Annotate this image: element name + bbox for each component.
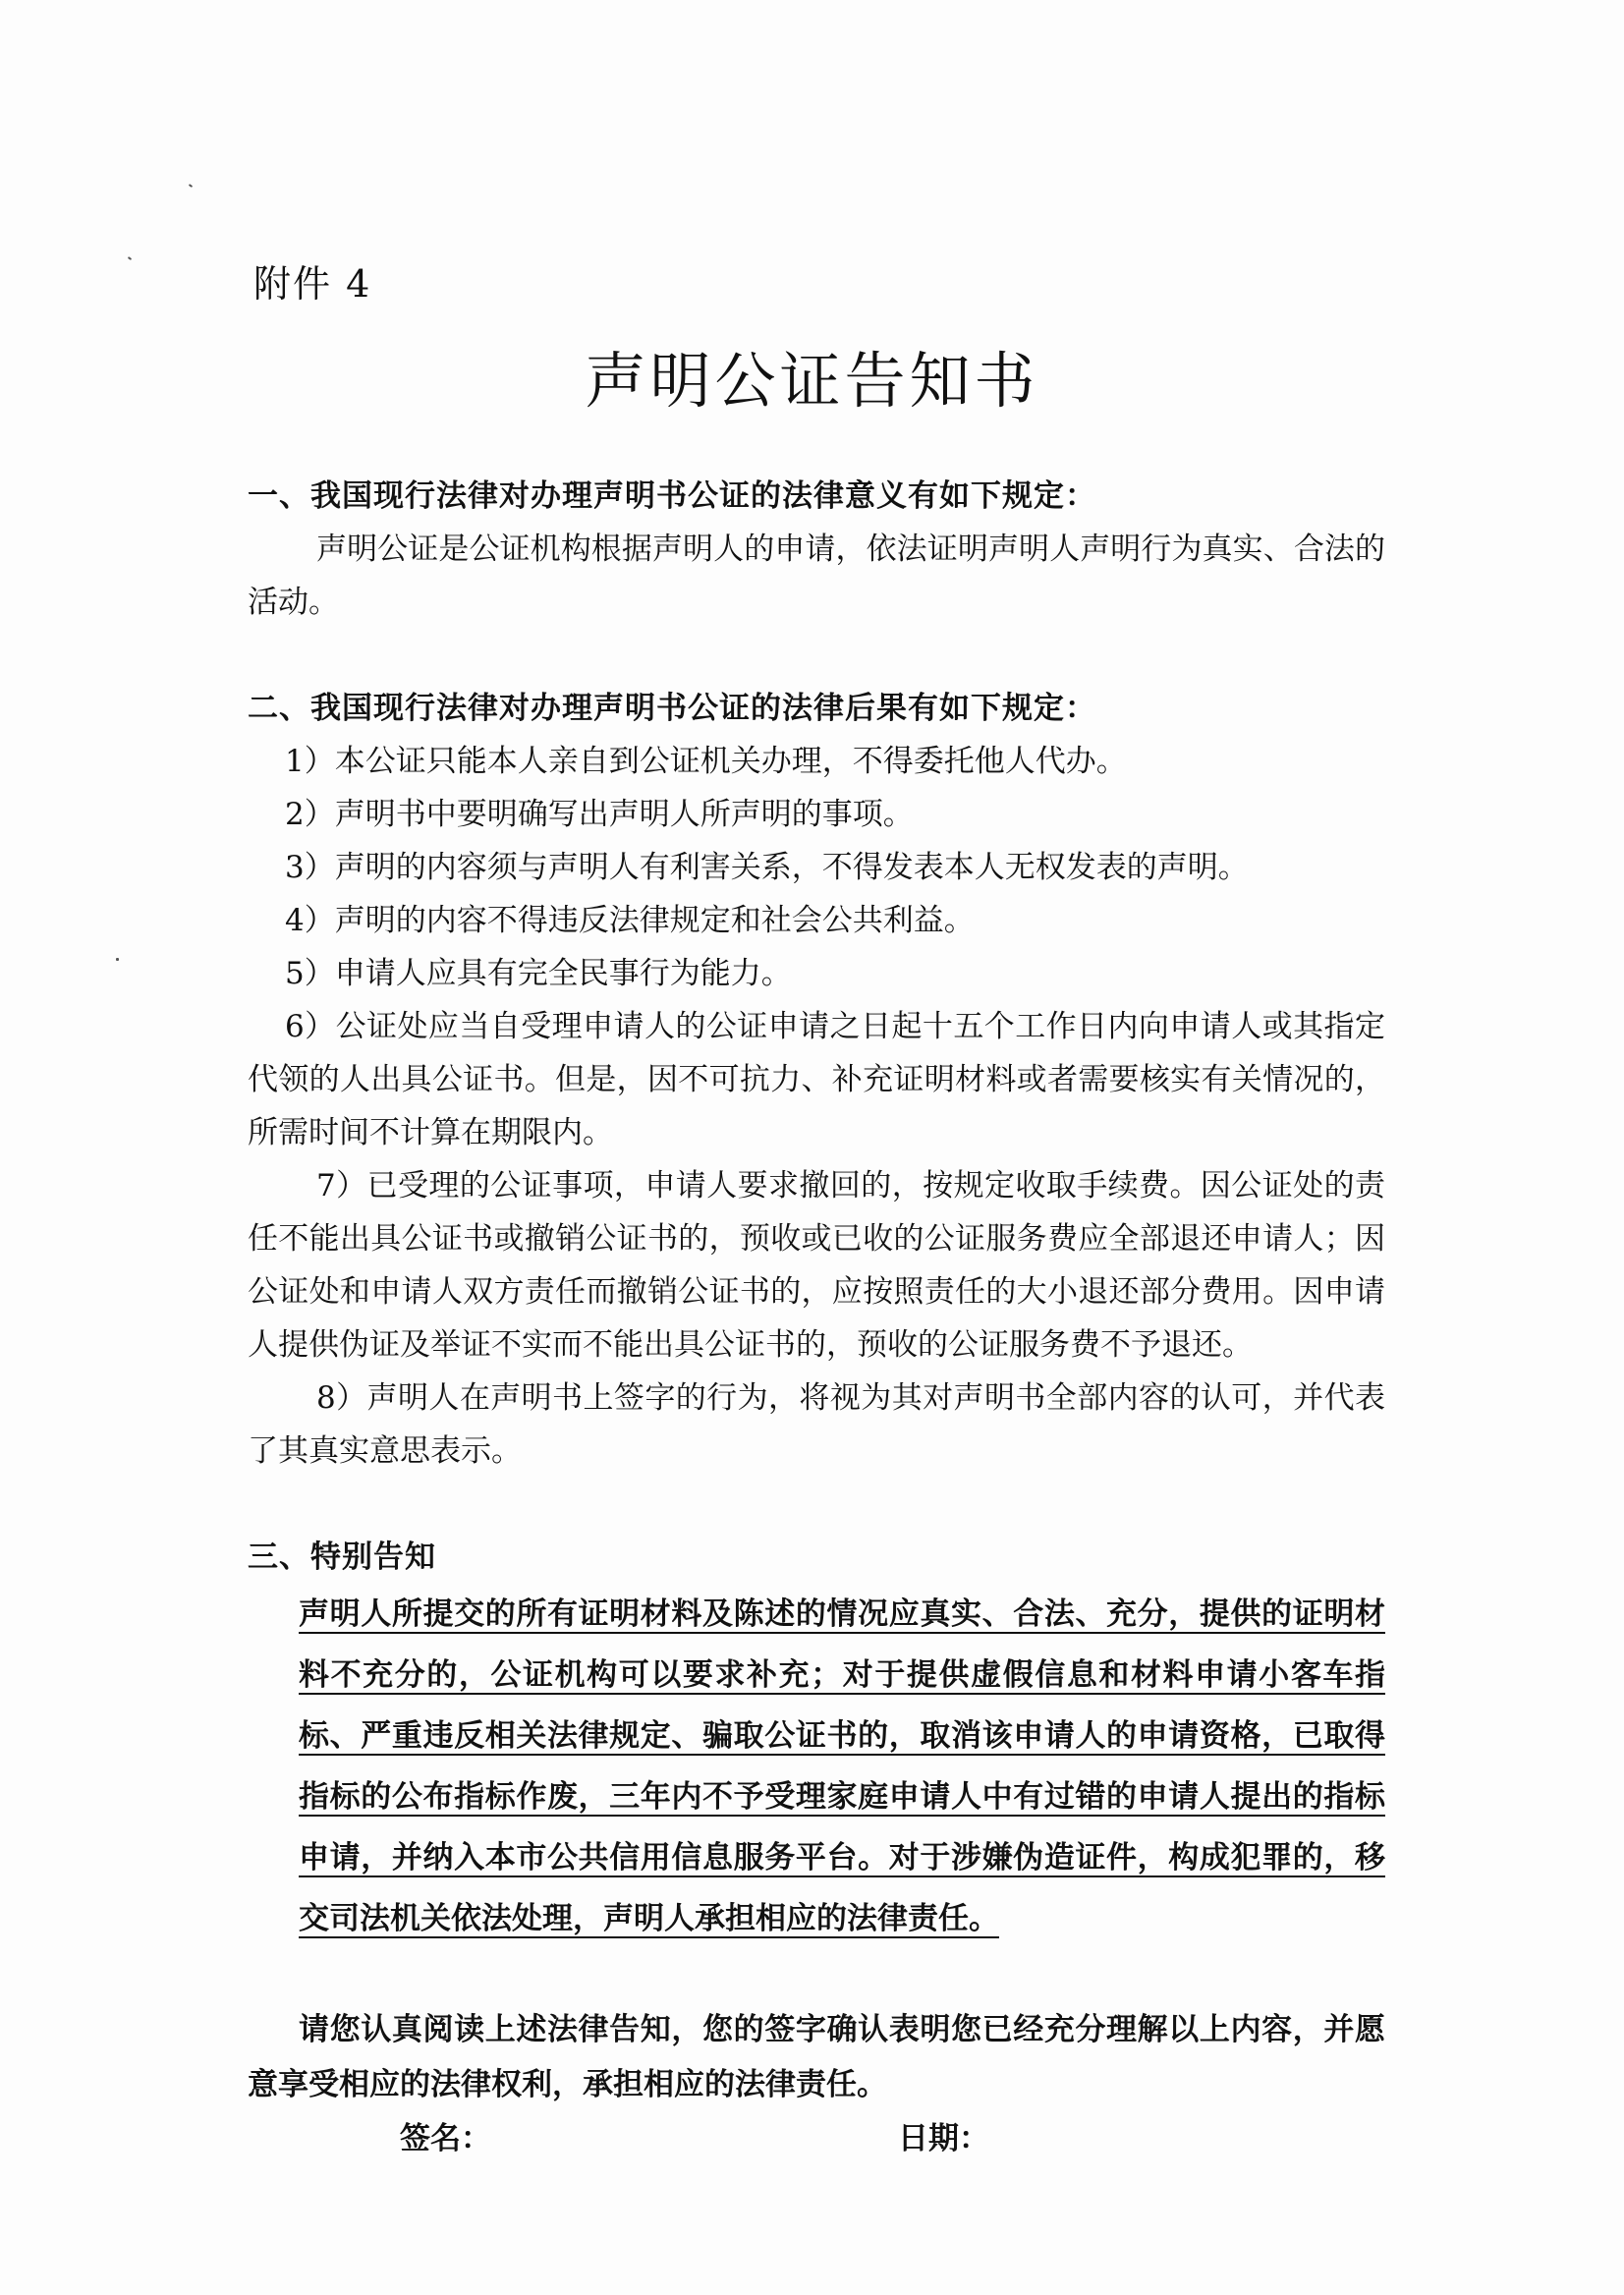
section2-item-5: 5）申请人应具有完全民事行为能力。 [285,956,792,991]
closing-text: 请您认真阅读上述法律告知，您的签字确认表明您已经充分理解以上内容，并愿意享受相应的法律权利，承担相应的法律责任。 [248,2012,1385,2102]
section3-heading: 三、特别告知 [248,1539,436,1575]
document-title: 声明公证告知书 [585,345,1039,417]
date-label: 日期： [898,2121,989,2156]
section2-item-6: 6）公证处应当自受理申请人的公证申请之日起十五个工作日内向申请人或其指定代领的人出具公证书。但是，因不可抗力、补充证明材料或者需要核实有关情况的，所需时间不计算在期限内。 [248,1009,1385,1150]
annex-label: 附件 4 [253,262,372,306]
section2-item-1: 1）本公证只能本人亲自到公证机关办理，不得委托他人代办。 [285,744,1127,779]
scan-speck [128,256,132,260]
section2-item-7: 7）已受理的公证事项，申请人要求撤回的，按规定收取手续费。因公证处的责任不能出具公证书或撤销公证书的，预收或已收的公证服务费应全部退还申请人；因公证处和申请人双方责任而撤销公证书的，应按照责任的大小退还部分费用。因申请人提供伪证及举证不实而不能出具公证书的，预收的公证服务费不予退还。 [248,1168,1385,1363]
section2-item-4: 4）声明的内容不得违反法律规定和社会公共利益。 [285,903,975,938]
section2-item-8: 8）声明人在声明书上签字的行为，将视为其对声明书全部内容的认可，并代表了其真实意思表示。 [248,1380,1385,1469]
special-notice-body: 声明人所提交的所有证明材料及陈述的情况应真实、合法、充分，提供的证明材料不充分的，公证机构可以要求补充；对于提供虚假信息和材料申请小客车指标、严重违反相关法律规定、骗取公证书的，取消该申请人的申请资格，已取得指标的公布指标作废，三年内不予受理家庭申请人中有过错的申请人提出的指标申请，并纳入本市公共信用信息服务平台。对于涉嫌伪造证件，构成犯罪的，移交司法机关依法处理，声明人承担相应的法律责任。 [299,1596,1385,1936]
closing-statement [248,2002,1385,2112]
section1-body: 声明公证是公证机构根据声明人的申请，依法证明声明人声明行为真实、合法的活动。 [248,532,1385,620]
signature-row [248,2112,1385,2167]
scan-speck [116,958,119,961]
signature-label: 签名： [400,2121,491,2156]
section2-item-2: 2）声明书中要明确写出声明人所声明的事项。 [285,797,914,832]
section1-heading: 一、我国现行法律对办理声明书公证的法律意义有如下规定： [248,478,1096,514]
section2-heading: 二、我国现行法律对办理声明书公证的法律后果有如下规定： [248,691,1096,726]
scan-speck [189,184,193,188]
document-content [248,470,1385,2167]
section2-item-3: 3）声明的内容须与声明人有利害关系，不得发表本人无权发表的声明。 [285,850,1249,885]
